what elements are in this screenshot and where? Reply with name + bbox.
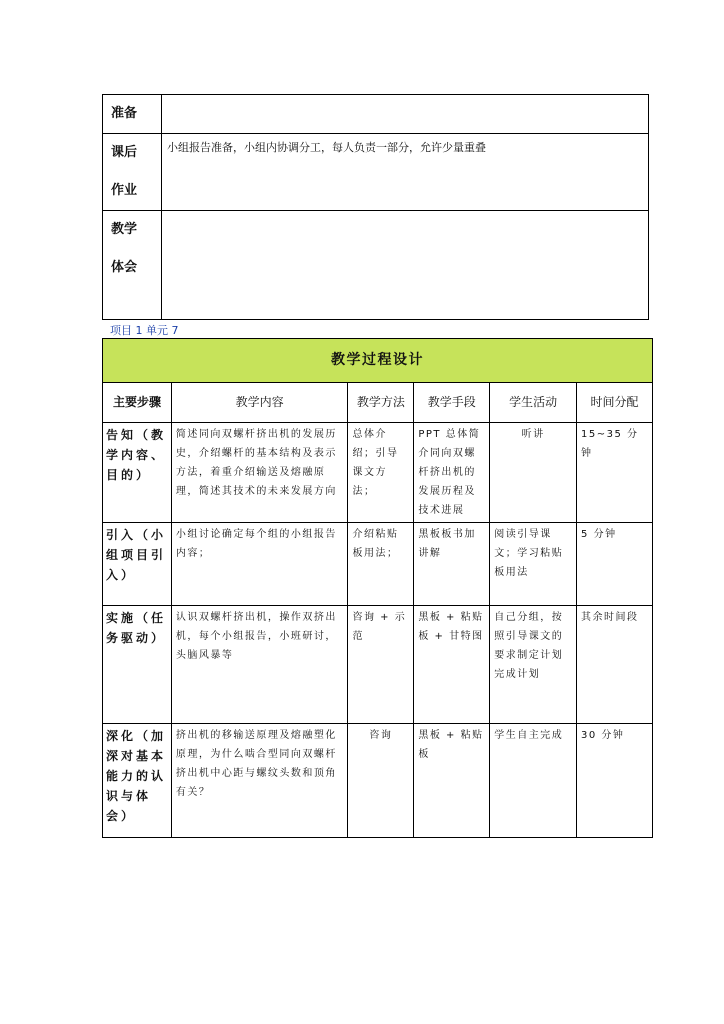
prep-row (103, 95, 649, 134)
row-content: 挤出机的移输送原理及熔融塑化原理，为什么啮合型同向双螺杆挤出机中心距与螺纹头数和顶角有关？ (171, 724, 348, 838)
homework-content: 小组报告准备，小组内协调分工，每人负责一部分，允许少量重叠 (162, 134, 649, 211)
row-time: 15~35 分钟 (577, 423, 653, 523)
row-means: PPT 总体简介同向双螺杆挤出机的发展历程及技术进展 (414, 423, 490, 523)
reflection-row (103, 211, 649, 320)
unit-label: 项目 1 单元 7 (110, 324, 179, 337)
row-step: 引入（小组项目引入） (103, 523, 172, 606)
homework-row (103, 134, 649, 211)
row-step: 实施（任务驱动） (103, 606, 172, 724)
row-means: 黑板 + 粘贴板 (414, 724, 490, 838)
row-method: 介绍粘贴板用法； (348, 523, 414, 606)
header-row (103, 383, 653, 423)
row-method: 咨询 (348, 724, 414, 838)
row-means: 黑板板书加讲解 (414, 523, 490, 606)
homework-label-line2: 作业 (111, 183, 138, 198)
row-activity: 自己分组，按照引导课文的要求制定计划完成计划 (490, 606, 577, 724)
table-row (103, 523, 653, 606)
table-row (103, 606, 653, 724)
reflection-label-line1: 教学 (111, 222, 138, 237)
homework-label (103, 134, 162, 211)
row-time: 30 分钟 (577, 724, 653, 838)
homework-label-line1: 课后 (111, 145, 138, 160)
prep-label (103, 95, 162, 134)
teaching-process-table (102, 338, 653, 838)
row-method: 总体介绍；引导课文方法； (348, 423, 414, 523)
row-method: 咨询 + 示范 (348, 606, 414, 724)
row-means: 黑板 + 粘贴板 + 甘特图 (414, 606, 490, 724)
row-time: 其余时间段 (577, 606, 653, 724)
reflection-label-line2: 体会 (111, 260, 138, 275)
header-method: 教学方法 (348, 383, 414, 423)
reflection-label (103, 211, 162, 320)
header-step: 主要步骤 (103, 383, 172, 423)
row-content: 认识双螺杆挤出机，操作双挤出机，每个小组报告，小班研讨，头脑风暴等 (171, 606, 348, 724)
header-means: 教学手段 (414, 383, 490, 423)
row-step: 告知（教学内容、目的） (103, 423, 172, 523)
prep-content (162, 95, 649, 134)
reflection-content (162, 211, 649, 320)
row-content: 小组讨论确定每个组的小组报告内容； (171, 523, 348, 606)
row-step: 深化（加深对基本能力的认识与体会） (103, 724, 172, 838)
row-activity: 听讲 (490, 423, 577, 523)
course-notes-table (102, 94, 649, 320)
table-title: 教学过程设计 (103, 339, 653, 383)
prep-label-text: 准备 (111, 106, 138, 121)
table-row (103, 423, 653, 523)
header-content: 教学内容 (171, 383, 348, 423)
table-row (103, 724, 653, 838)
row-time: 5 分钟 (577, 523, 653, 606)
row-activity: 阅读引导课文；学习粘贴板用法 (490, 523, 577, 606)
header-activity: 学生活动 (490, 383, 577, 423)
row-content: 简述同向双螺杆挤出机的发展历史，介绍螺杆的基本结构及表示方法，着重介绍输送及熔融原理，简述其技术的未来发展方向 (171, 423, 348, 523)
row-activity: 学生自主完成 (490, 724, 577, 838)
header-time: 时间分配 (577, 383, 653, 423)
